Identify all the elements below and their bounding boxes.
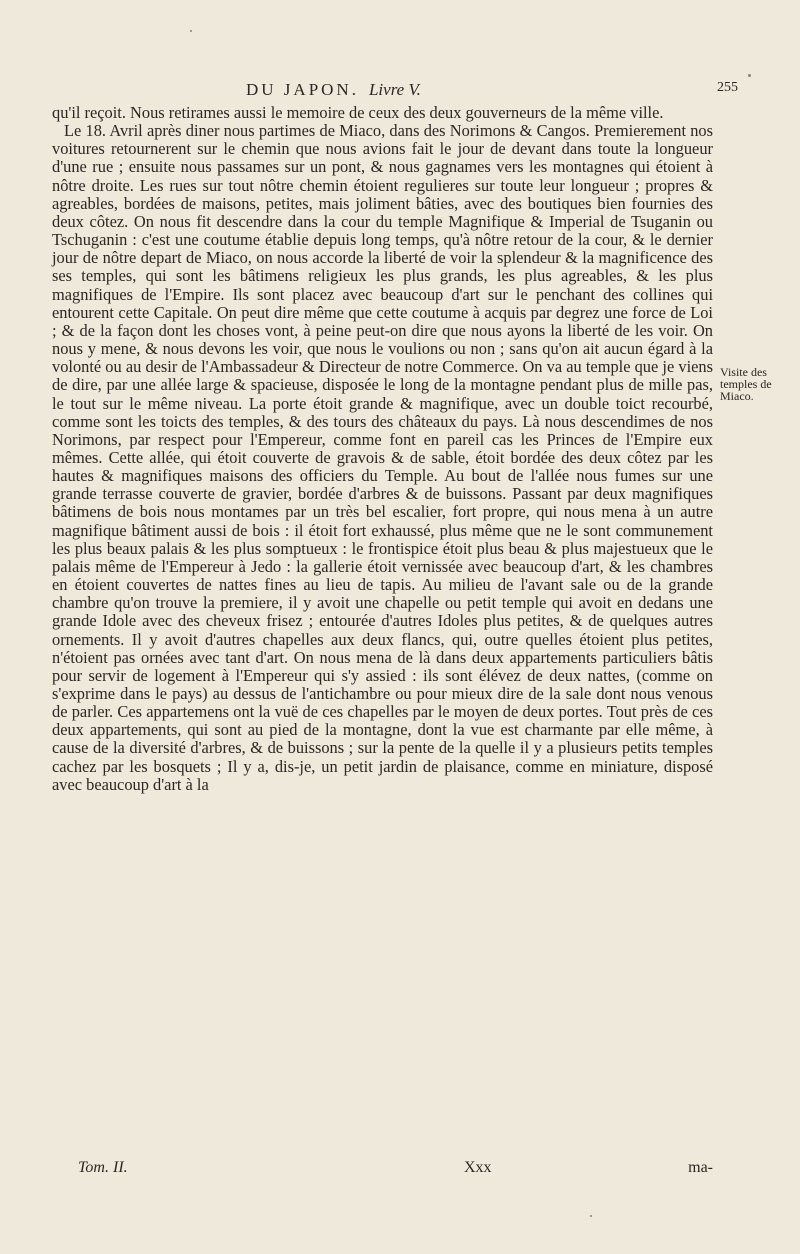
paper-speck bbox=[190, 30, 192, 32]
signature-mark: Xxx bbox=[464, 1159, 492, 1176]
paragraph: Le 18. Avril après diner nous partimes de Miaco, dans des Norimons & Cangos. Premierement nos voitures retournerent sur le chemin que nous avions fait le jour de devant dans toute la longueur d'une rue ; ensuite nous passames sur un pont, & nous gagnames vers les montagnes qui étoient à nôtre droite. Les rues sur tout nôtre chemin étoient regulieres sur toute leur longueur ; propres & agreables, bordées de maisons, petites, mais joliment bâties, avec des boutiques bien fournies des deux côtez. On nous fit descendre dans la cour du temple Magnifique & Imperial de Tsuganin ou Tschuganin : c'est une coutume établie depuis long temps, qu'à nôtre retour de la cour, & le dernier jour de nôtre depart de Miaco, on nous accorde la liberté de voir la splendeur & la magnificence des ses temples, qui sont les bâtimens religieux les plus grands, les plus agreables, & les plus magnifiques de l'Empire. Ils sont placez avec beaucoup d'art sur le penchant des collines qui entourent cette Capitale. On peut dire même que cette coutume à acquis par degrez une force de Loi ; & de la façon dont les choses vont, à peine peut-on dire que nous ayons la liberté de les voir. On nous y mene, & nous devons les voir, que nous le voulions ou non ; sans qu'on ait aucun égard à la volonté ou au desir de l'Ambassadeur & Directeur de notre Commerce. On va au temple que je viens de dire, par une allée large & spacieuse, disposée le long de la montagne pendant plus de mille pas, le tout sur le même niveau. La porte étoit grande & magnifique, avec un double toict recourbé, comme sont les toicts des temples, & des tours des châteaux du pays. Là nous descendimes de nos Norimons, par respect pour l'Empereur, comme font en pareil cas les Princes de l'Empire eux mêmes. Cette allée, qui étoit couverte de gravois & de sable, étoit bordée des deux côtez par les hautes & magnifiques maisons des officiers du Temple. Au bout de l'allée nous fumes sur une grande terrasse couverte de gravier, bordée d'arbres & de buissons. Passant par deux magnifiques bâtimens de bois nous montames par un très bel escalier, fort propre, qui nous mena à un autre magnifique bâtiment aussi de bois : il étoit fort exhaussé, plus même que ne le sont communement les plus beaux palais & les plus somptueux : le frontispice étoit plus beau & plus majestueux que le palais même de l'Empereur à Jedo : la gallerie étoit vernissée avec beaucoup d'art, & les chambres en étoient couvertes de nattes fines au lieu de tapis. Au milieu de l'avant sale ou de la grande chambre qu'on trouve la premiere, il y avoit une chapelle ou petit temple qui avoit en dedans une grande Idole avec des cheveux frisez ; entourée d'autres Idoles plus petites, & de quelques autres ornements. Il y avoit d'autres chapelles aux deux flancs, qui, outre quelles étoient plus petites, n'étoient pas ornées avec tant d'art. On nous mena de là dans deux appartements particuliers bâtis pour servir de logement à l'Empereur qui s'y assied : ils sont élévez de deux nattes, (comme on s'exprime dans le pays) au dessus de l'antichambre ou pour mieux dire de la sale dont nous venous de parler. Ces appartemens ont la vuë de ces chapelles par le moyen de deux portes. Tout près de ces deux appartements, qui sont au pied de la montagne, dont la vue est charmante par elle même, à cause de la diversité d'arbres, & de buissons ; sur la pente de la quelle il y a plusieurs petits temples cachez par les bosquets ; Il y a, dis-je, un petit jardin de plaisance, comme en miniature, disposé avec beaucoup d'art à la bbox=[52, 121, 713, 794]
catchword: ma- bbox=[688, 1159, 713, 1176]
page-number: 255 bbox=[717, 80, 738, 95]
page-footer bbox=[78, 1159, 713, 1181]
volume-label: Tom. II. bbox=[78, 1159, 128, 1176]
paragraph: qu'il reçoit. Nous retirames aussi le memoire de ceux des deux gouverneurs de la même ville. bbox=[52, 103, 664, 122]
running-title-text: DU JAPON. bbox=[246, 80, 359, 99]
main-text bbox=[52, 104, 713, 794]
running-title bbox=[246, 80, 421, 100]
margin-note: Visite des temples de Miaco. bbox=[720, 365, 772, 403]
book-label: Livre V. bbox=[368, 80, 421, 99]
paper-speck bbox=[748, 74, 751, 77]
paper-speck bbox=[590, 1215, 592, 1217]
